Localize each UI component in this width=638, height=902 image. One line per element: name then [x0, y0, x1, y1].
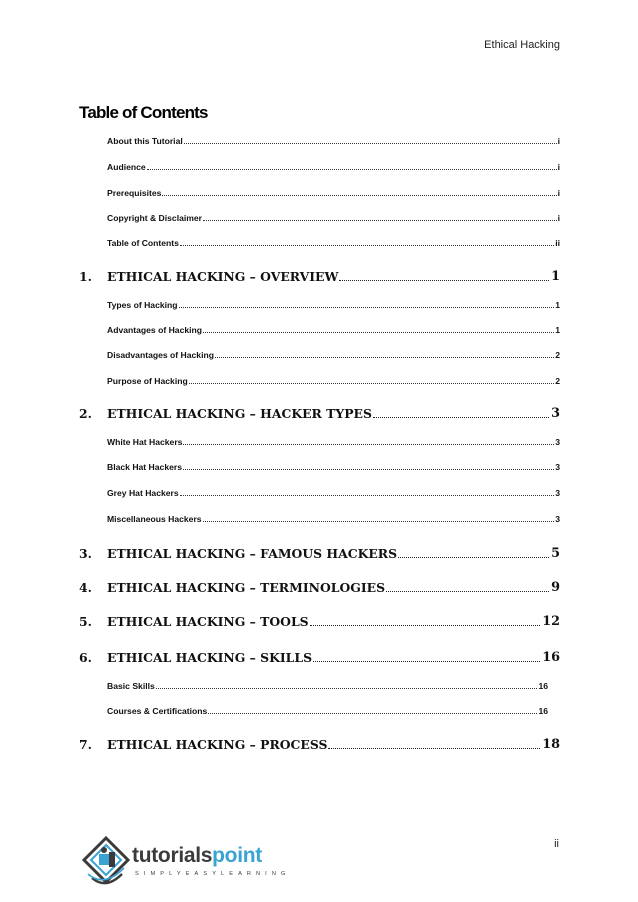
toc-entry-page: 3: [555, 437, 560, 447]
toc-entry-label: Advantages of Hacking: [107, 325, 203, 335]
toc-entry-page: 16: [538, 681, 548, 691]
page-number: ii: [554, 838, 559, 850]
toc-entry-label: Table of Contents: [107, 238, 179, 248]
toc-entry-label: Black Hat Hackers: [107, 462, 183, 472]
toc-chapter[interactable]: [79, 580, 560, 595]
logo-word-part2: point: [212, 844, 262, 867]
dot-leader: [310, 625, 541, 626]
chapter-number: 2.: [79, 406, 92, 421]
chapter-page: 12: [542, 614, 560, 629]
toc-entry-page: 1: [555, 325, 560, 335]
toc-entry-label: Disadvantages of Hacking: [107, 350, 214, 360]
dot-leader: [189, 383, 555, 384]
dot-leader: [180, 495, 555, 496]
toc-entry-page: 3: [555, 462, 560, 472]
toc-entry-page: 3: [555, 514, 560, 524]
dot-leader: [373, 417, 549, 418]
logo-tagline: SIMPLYEASYLEARNING: [135, 871, 291, 877]
chapter-number: 7.: [79, 737, 92, 752]
tutorialspoint-logo: [78, 834, 291, 892]
dot-leader: [180, 245, 554, 246]
toc-entry-label: Miscellaneous Hackers: [107, 514, 202, 524]
dot-leader: [147, 169, 557, 170]
toc-entry-page: i: [557, 188, 560, 198]
toc-entry-page: 2: [555, 376, 560, 386]
dot-leader: [183, 444, 554, 445]
chapter-number: 1.: [79, 269, 92, 284]
dot-leader: [215, 357, 554, 358]
toc-entry[interactable]: [107, 706, 548, 716]
logo-word-part1: tutorials: [132, 844, 213, 867]
chapter-title: ETHICAL HACKING – TOOLS: [107, 614, 309, 629]
toc-chapter[interactable]: [79, 737, 560, 752]
toc-entry-label: Types of Hacking: [107, 300, 178, 310]
toc-entry-label: Basic Skills: [107, 681, 155, 691]
toc-entry[interactable]: [107, 376, 560, 386]
toc-chapter[interactable]: [79, 269, 560, 284]
toc-chapter[interactable]: [79, 406, 560, 421]
toc-chapter[interactable]: [79, 650, 560, 665]
dot-leader: [162, 195, 556, 196]
toc-entry-page: i: [557, 162, 560, 172]
chapter-number: 4.: [79, 580, 92, 595]
chapter-page: 5: [551, 546, 560, 561]
logo-wordmark: [132, 844, 262, 868]
chapter-title: ETHICAL HACKING – HACKER TYPES: [107, 406, 372, 421]
toc-entry-page: 16: [538, 706, 548, 716]
running-header: Ethical Hacking: [484, 39, 560, 51]
dot-leader: [156, 688, 538, 689]
dot-leader: [179, 307, 555, 308]
toc-entry[interactable]: [107, 488, 560, 498]
toc-entry-page: 1: [555, 300, 560, 310]
toc-chapter[interactable]: [79, 614, 560, 629]
chapter-page: 3: [551, 406, 560, 421]
dot-leader: [313, 661, 540, 662]
chapter-number: 5.: [79, 614, 92, 629]
dot-leader: [339, 280, 549, 281]
dot-leader: [203, 521, 555, 522]
dot-leader: [386, 591, 549, 592]
chapter-title: ETHICAL HACKING – OVERVIEW: [107, 269, 339, 284]
chapter-page: 9: [551, 580, 560, 595]
toc-entry[interactable]: [107, 238, 560, 248]
toc-entry[interactable]: [107, 514, 560, 524]
toc-entry[interactable]: [107, 325, 560, 335]
chapter-title: ETHICAL HACKING – PROCESS: [107, 737, 328, 752]
toc-entry-label: White Hat Hackers: [107, 437, 183, 447]
toc-entry-page: i: [557, 136, 560, 146]
toc-entry[interactable]: [107, 462, 560, 472]
toc-entry-label: Purpose of Hacking: [107, 376, 188, 386]
toc-entry[interactable]: [107, 681, 548, 691]
toc-entry-page: ii: [555, 238, 560, 248]
toc-entry-label: Courses & Certifications: [107, 706, 208, 716]
toc-entry-page: 2: [555, 350, 560, 360]
dot-leader: [203, 332, 554, 333]
toc-entry-page: 3: [555, 488, 560, 498]
toc-entry-label: Grey Hat Hackers: [107, 488, 179, 498]
dot-leader: [208, 713, 537, 714]
toc-entry-label: About this Tutorial: [107, 136, 183, 146]
toc-entry[interactable]: [107, 162, 560, 172]
toc-entry[interactable]: [107, 350, 560, 360]
dot-leader: [183, 469, 554, 470]
dot-leader: [398, 557, 549, 558]
toc-entry-page: i: [557, 213, 560, 223]
chapter-page: 16: [542, 650, 560, 665]
toc-entry[interactable]: [107, 136, 560, 146]
toc-entry[interactable]: [107, 300, 560, 310]
logo-emblem-icon: [78, 834, 134, 892]
toc-title: Table of Contents: [79, 103, 208, 122]
dot-leader: [203, 220, 557, 221]
chapter-page: 18: [542, 737, 560, 752]
dot-leader: [328, 748, 540, 749]
chapter-page: 1: [551, 269, 560, 284]
toc-entry[interactable]: [107, 437, 560, 447]
toc-entry[interactable]: [107, 188, 560, 198]
chapter-number: 6.: [79, 650, 92, 665]
chapter-title: ETHICAL HACKING – FAMOUS HACKERS: [107, 546, 398, 561]
dot-leader: [184, 143, 557, 144]
toc-entry-label: Audience: [107, 162, 146, 172]
chapter-number: 3.: [79, 546, 92, 561]
chapter-title: ETHICAL HACKING – SKILLS: [107, 650, 313, 665]
chapter-title: ETHICAL HACKING – TERMINOLOGIES: [107, 580, 386, 595]
toc-entry-label: Prerequisites: [107, 188, 162, 198]
toc-entry[interactable]: [107, 213, 560, 223]
toc-chapter[interactable]: [79, 546, 560, 561]
toc-entry-label: Copyright & Disclaimer: [107, 213, 203, 223]
